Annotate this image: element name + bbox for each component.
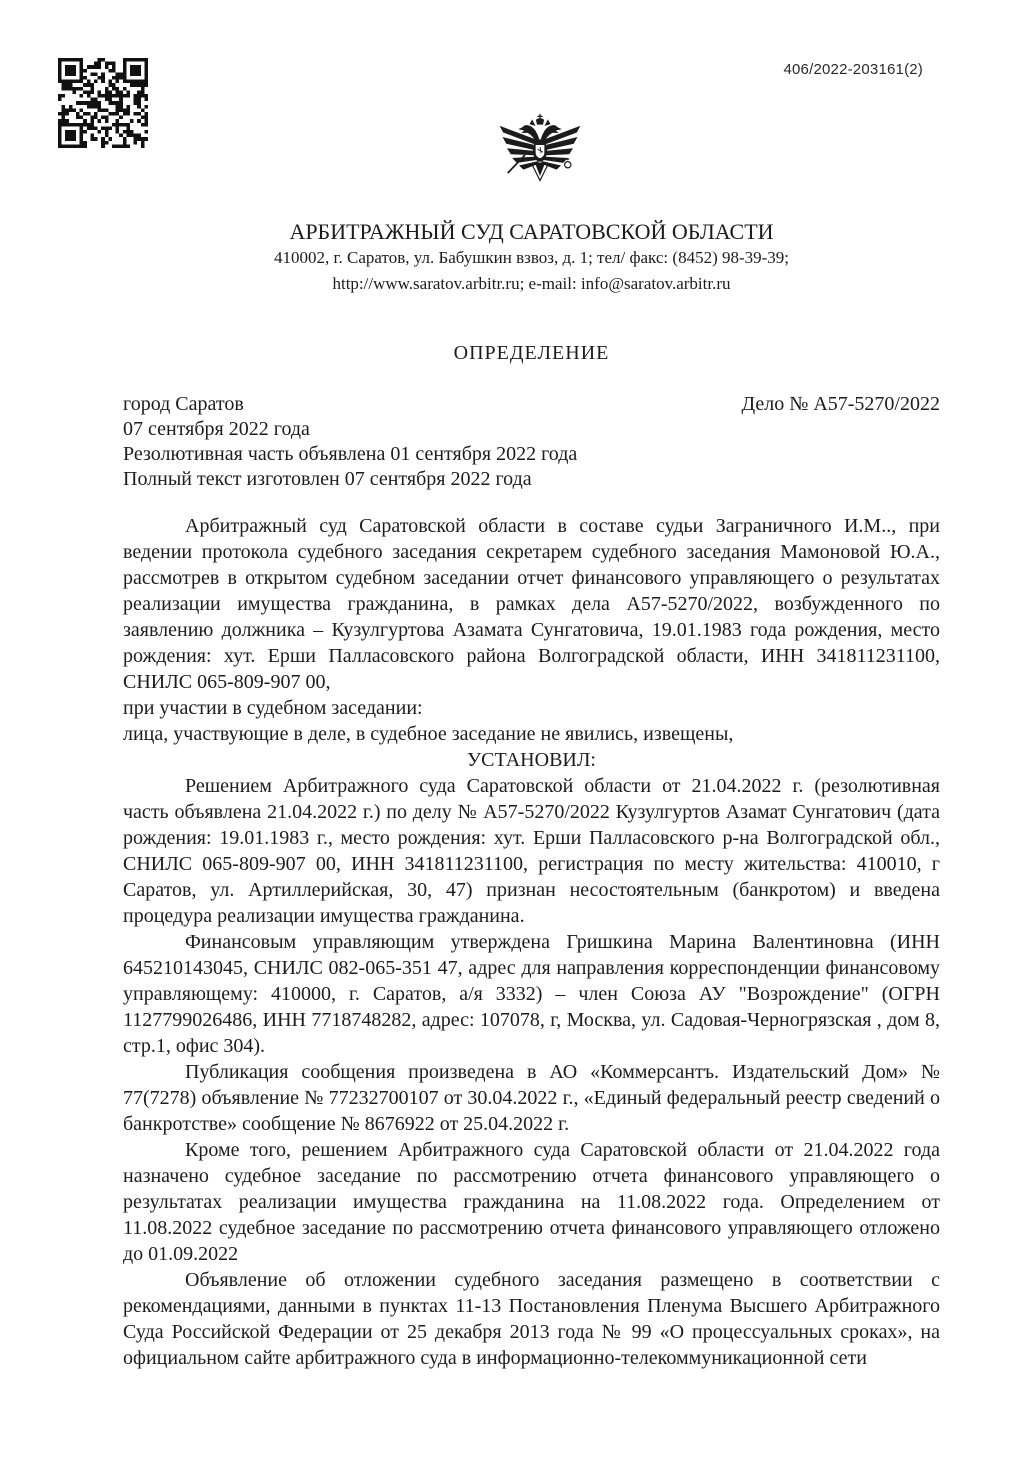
full-text-date-line: Полный текст изготовлен 07 сентября 2022 года <box>123 468 532 490</box>
qr-code <box>58 58 148 148</box>
document-body <box>123 513 940 1371</box>
document-date-line: 07 сентября 2022 года <box>123 418 310 440</box>
intro-paragraph: Арбитражный суд Саратовской области в составе судьи Заграничного И.М.., при ведении протокола судебного заседания секретарем судебного заседания Мамоновой Ю.А., рассмотрев в открытом судебном заседании отчет финансового управляющего о результатах реализации имущества гражданина, в рамках дела А57-5270/2022, возбужденного по заявлению должника – Кузулгуртова Азамата Сунгатовича, 19.01.1983 года рождения, место рождения: хут. Ерши Палласовского района Волгоградской области, ИНН 341811231100, СНИЛС 065-809-907 00, <box>123 515 940 693</box>
attendance-line: лица, участвующие в деле, в судебное заседание не явились, извещены, <box>123 723 734 745</box>
body-paragraph-3: Публикация сообщения произведена в АО «Коммерсантъ. Издательский Дом» № 77(7278) объявление № 77232700107 от 30.04.2022 г., «Единый федеральный реестр сведений о банкротстве» сообщение № 8676922 от 25.04.2022 г. <box>123 1061 940 1135</box>
body-paragraph-1: Решением Арбитражного суда Саратовской области от 21.04.2022 г. (резолютивная часть объявлена 21.04.2022 г.) по делу № А57-5270/2022 Кузулгуртов Азамат Сунгатович (дата рождения: 19.01.1983 г., место рождения: хут. Ерши Палласовского р-на Волгоградской обл., СНИЛС 065-809-907 00, ИНН 341811231100, регистрация по месту жительства: 410010, г Саратов, ул. Артиллерийская, 30, 47) признан несостоятельным (банкротом) и введена процедура реализации имущества гражданина. <box>123 775 940 927</box>
qr-code-image <box>58 58 148 148</box>
court-address: 410002, г. Саратов, ул. Бабушкин взвоз, д. 1; тел/ факс: (8452) 98-39-39; <box>273 248 790 267</box>
document-title: ОПРЕДЕЛЕНИЕ <box>453 342 610 364</box>
court-name: АРБИТРАЖНЫЙ СУД САРАТОВСКОЙ ОБЛАСТИ <box>289 219 774 244</box>
city-line: город Саратов <box>123 393 244 415</box>
participation-line: при участии в судебном заседании: <box>123 697 423 719</box>
double-headed-eagle-icon <box>495 110 585 194</box>
established-heading: УСТАНОВИЛ: <box>467 749 596 771</box>
court-contacts: http://www.saratov.arbitr.ru; e-mail: info@saratov.arbitr.ru <box>332 274 731 293</box>
case-info-block <box>123 392 940 492</box>
russia-coat-of-arms-icon <box>495 110 585 194</box>
case-number: Дело № А57-5270/2022 <box>741 393 940 415</box>
body-paragraph-2: Финансовым управляющим утверждена Гришкина Марина Валентиновна (ИНН 645210143045, СНИЛС 082-065-351 47, адрес для направления корреспонденции финансовому управляющему: 410000, г. Саратов, а/я 3332) – член Союза АУ "Возрождение" (ОГРН 1127799026486, ИНН 7718748282, адрес: 107078, г, Москва, ул. Садовая-Черногрязская , дом 8, стр.1, офис 304). <box>123 931 940 1057</box>
case-info-row <box>123 392 940 417</box>
resolution-date-line: Резолютивная часть объявлена 01 сентября 2022 года <box>123 443 578 465</box>
body-paragraph-4: Кроме того, решением Арбитражного суда Саратовской области от 21.04.2022 года назначено судебное заседание по рассмотрению отчета финансового управляющего о результатах реализации имущества гражданина на 11.08.2022 года. Определением от 11.08.2022 судебное заседание по рассмотрению отчета финансового управляющего отложено до 01.09.2022 <box>123 1139 940 1265</box>
document-reference-number: 406/2022-203161(2) <box>783 61 923 78</box>
body-paragraph-5: Объявление об отложении судебного заседания размещено в соответствии с рекомендациями, данными в пунктах 11-13 Постановления Пленума Высшего Арбитражного Суда Российской Федерации от 25 декабря 2013 года № 99 «О процессуальных сроках», на официальном сайте арбитражного суда в информационно-телекоммуникационной сети <box>123 1269 940 1369</box>
